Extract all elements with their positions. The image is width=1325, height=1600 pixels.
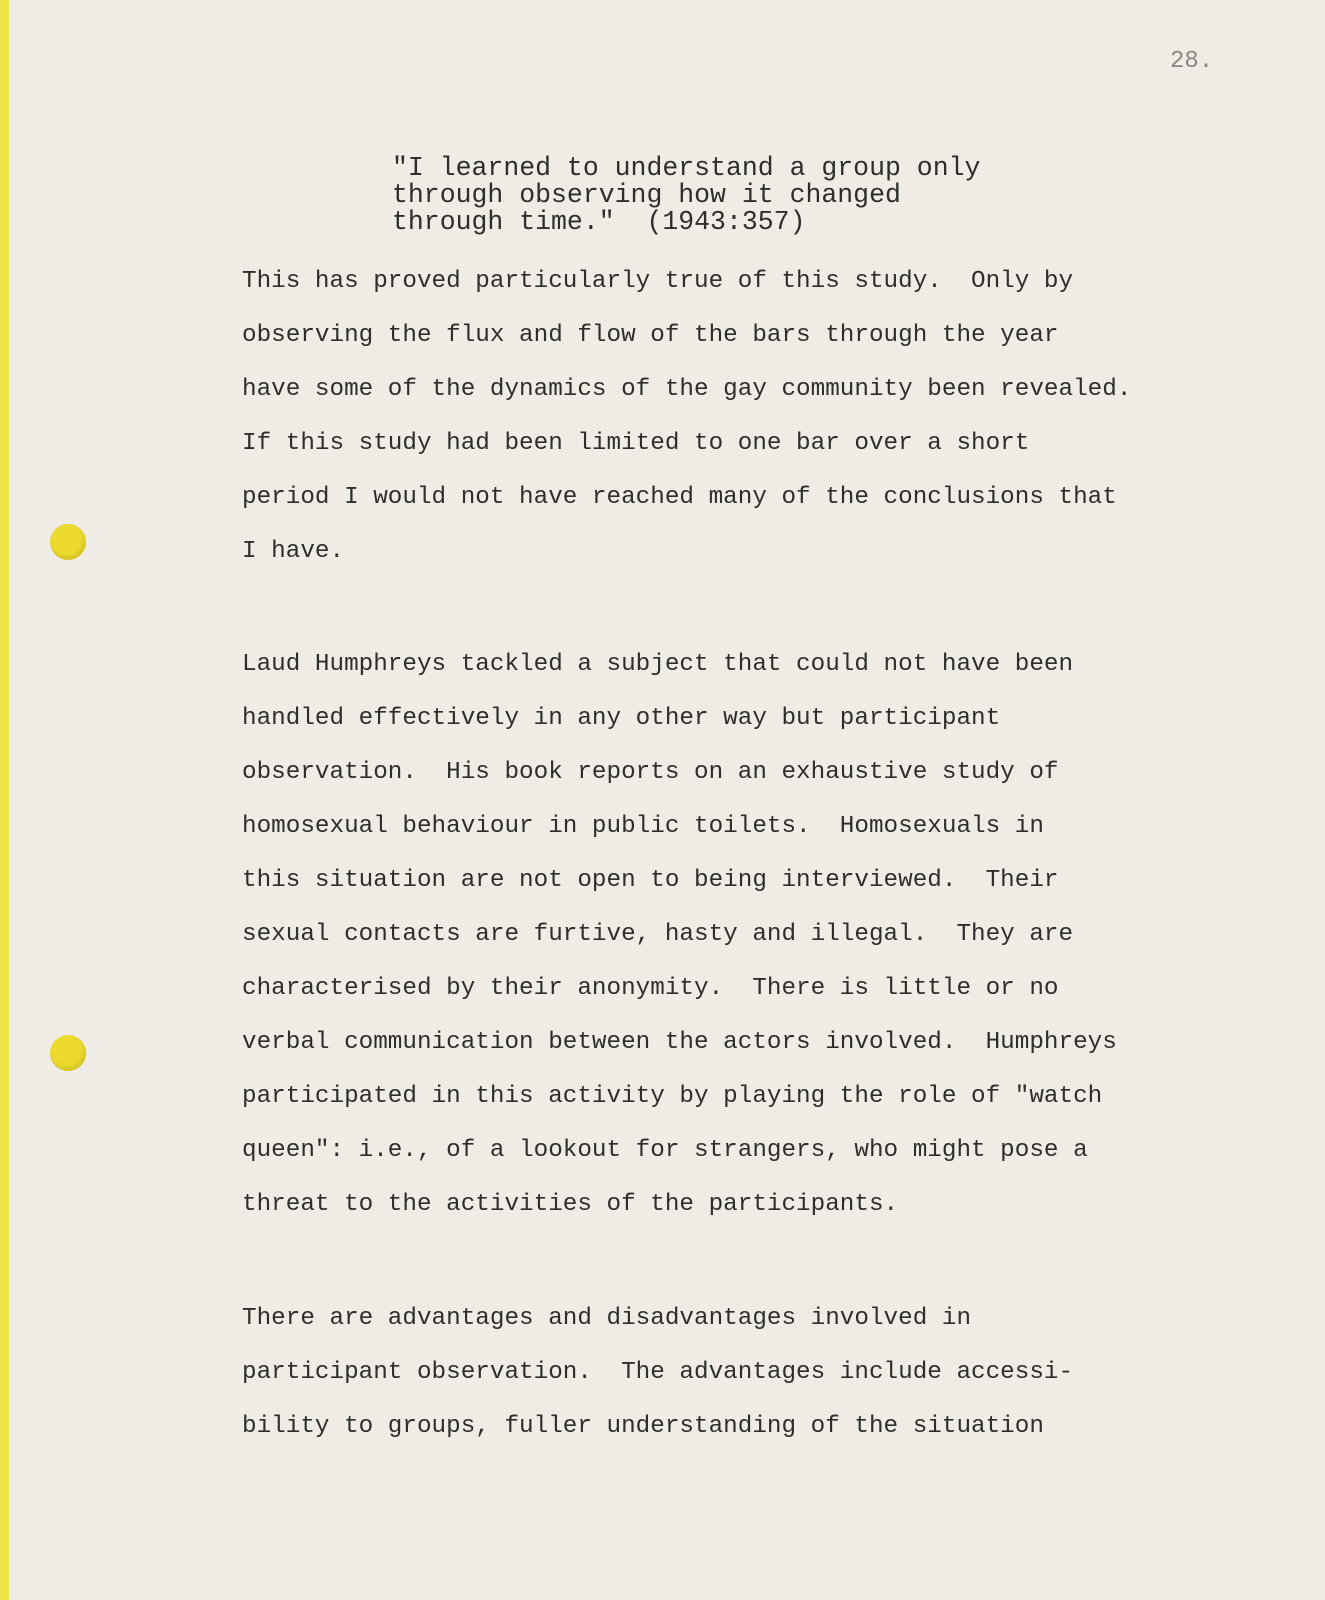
- punch-hole-lower: [50, 1035, 86, 1071]
- paragraph-3: [242, 1292, 1262, 1454]
- text-line: threat to the activities of the participants.: [242, 1191, 899, 1218]
- text-line: sexual contacts are furtive, hasty and illegal. They are: [242, 921, 1074, 948]
- text-line: participated in this activity by playing the role of "watch: [242, 1083, 1103, 1110]
- yellow-page-edge: [0, 0, 9, 1600]
- text-line: queen": i.e., of a lookout for strangers, who might pose a: [242, 1137, 1088, 1164]
- text-line: There are advantages and disadvantages involved in: [242, 1305, 972, 1332]
- text-line: Laud Humphreys tackled a subject that could not have been: [242, 651, 1074, 678]
- page-number: 28.: [1170, 48, 1214, 75]
- text-line: I have.: [242, 538, 345, 565]
- text-line: observation. His book reports on an exhaustive study of: [242, 759, 1059, 786]
- block-quote: [392, 155, 1072, 236]
- text-line: If this study had been limited to one bar over a short: [242, 430, 1030, 457]
- text-line: homosexual behaviour in public toilets. Homosexuals in: [242, 813, 1044, 840]
- quote-line: "I learned to understand a group only: [392, 153, 981, 183]
- quote-line: through time." (1943:357): [392, 207, 806, 237]
- text-line: participant observation. The advantages include accessi-: [242, 1359, 1074, 1386]
- text-line: bility to groups, fuller understanding of the situation: [242, 1413, 1044, 1440]
- text-line: observing the flux and flow of the bars through the year: [242, 322, 1059, 349]
- punch-hole-upper: [50, 524, 86, 560]
- text-line: have some of the dynamics of the gay community been revealed.: [242, 376, 1132, 403]
- text-line: characterised by their anonymity. There is little or no: [242, 975, 1059, 1002]
- text-line: verbal communication between the actors involved. Humphreys: [242, 1029, 1117, 1056]
- paragraph-1: [242, 255, 1262, 579]
- text-line: This has proved particularly true of this study. Only by: [242, 268, 1074, 295]
- text-line: handled effectively in any other way but participant: [242, 705, 1001, 732]
- text-line: period I would not have reached many of the conclusions that: [242, 484, 1117, 511]
- paragraph-2: [242, 638, 1262, 1232]
- quote-line: through observing how it changed: [392, 180, 901, 210]
- text-line: this situation are not open to being interviewed. Their: [242, 867, 1059, 894]
